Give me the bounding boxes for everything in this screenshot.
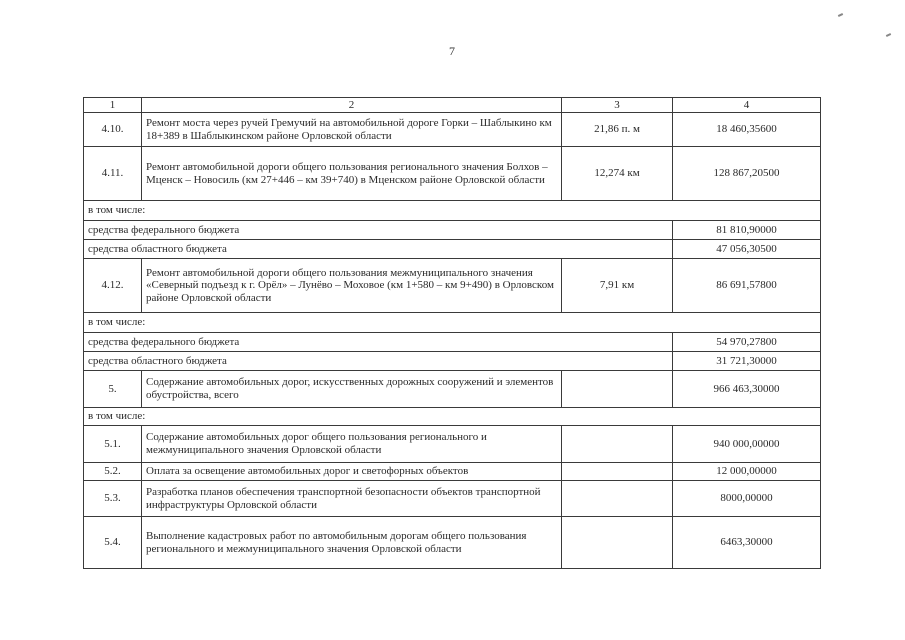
- table-row: [84, 313, 821, 333]
- table-row: [84, 481, 821, 517]
- table-row: [84, 426, 821, 463]
- table-row: [84, 517, 821, 569]
- item-amount: 940 000,00000: [673, 426, 821, 463]
- item-quantity: [562, 463, 673, 481]
- item-description: Оплата за освещение автомобильных дорог и светофорных объектов: [142, 463, 562, 481]
- fund-amount: 54 970,27800: [673, 333, 821, 352]
- subtotal-label: в том числе:: [84, 201, 821, 221]
- item-amount: 128 867,20500: [673, 147, 821, 201]
- item-description: Выполнение кадастровых работ по автомобильным дорогам общего пользования регионального и межмуниципального значения Орловской области: [142, 517, 562, 569]
- fund-amount: 31 721,30000: [673, 352, 821, 371]
- scan-mark: [886, 33, 891, 37]
- header-cell: 1: [84, 98, 142, 113]
- page-number: 7: [449, 44, 455, 58]
- item-description: Ремонт автомобильной дороги общего пользования регионального значения Болхов – Мценск – Новосиль (км 27+446 – км 39+740) в Мценском районе Орловской области: [142, 147, 562, 201]
- subtotal-label: в том числе:: [84, 408, 821, 426]
- item-quantity: [562, 426, 673, 463]
- item-amount: 86 691,57800: [673, 259, 821, 313]
- table-row: [84, 240, 821, 259]
- table-row: [84, 333, 821, 352]
- item-amount: 6463,30000: [673, 517, 821, 569]
- table-row: [84, 113, 821, 147]
- item-quantity: 21,86 п. м: [562, 113, 673, 147]
- item-number: 4.12.: [84, 259, 142, 313]
- item-quantity: [562, 517, 673, 569]
- item-quantity: [562, 371, 673, 408]
- fund-source: средства федерального бюджета: [84, 221, 673, 240]
- item-number: 4.11.: [84, 147, 142, 201]
- item-quantity: 12,274 км: [562, 147, 673, 201]
- item-number: 5.: [84, 371, 142, 408]
- item-amount: 18 460,35600: [673, 113, 821, 147]
- item-description: Содержание автомобильных дорог, искусственных дорожных сооружений и элементов обустройства, всего: [142, 371, 562, 408]
- header-cell: 2: [142, 98, 562, 113]
- header-row: [84, 98, 821, 113]
- table-row: [84, 259, 821, 313]
- item-description: Разработка планов обеспечения транспортной безопасности объектов транспортной инфраструктуры Орловской области: [142, 481, 562, 517]
- table-row: [84, 147, 821, 201]
- fund-amount: 47 056,30500: [673, 240, 821, 259]
- table-row: [84, 221, 821, 240]
- table-row: [84, 371, 821, 408]
- table-row: [84, 352, 821, 371]
- fund-source: средства федерального бюджета: [84, 333, 673, 352]
- item-description: Ремонт моста через ручей Гремучий на автомобильной дороге Горки – Шаблыкино км 18+389 в Шаблыкинском районе Орловской области: [142, 113, 562, 147]
- item-quantity: [562, 481, 673, 517]
- table-row: [84, 408, 821, 426]
- table-row: [84, 201, 821, 221]
- item-number: 5.4.: [84, 517, 142, 569]
- budget-table: [83, 97, 821, 569]
- fund-amount: 81 810,90000: [673, 221, 821, 240]
- item-description: Содержание автомобильных дорог общего пользования регионального и межмуниципального значения Орловской области: [142, 426, 562, 463]
- header-cell: 3: [562, 98, 673, 113]
- item-description: Ремонт автомобильной дороги общего пользования межмуниципального значения «Северный подъезд к г. Орёл» – Лунёво – Моховое (км 1+580 – км 9+490) в Орловском районе Орловской области: [142, 259, 562, 313]
- item-amount: 8000,00000: [673, 481, 821, 517]
- fund-source: средства областного бюджета: [84, 352, 673, 371]
- item-number: 5.2.: [84, 463, 142, 481]
- item-quantity: 7,91 км: [562, 259, 673, 313]
- subtotal-label: в том числе:: [84, 313, 821, 333]
- scan-mark: [838, 13, 843, 17]
- item-number: 5.1.: [84, 426, 142, 463]
- table-row: [84, 463, 821, 481]
- item-amount: 966 463,30000: [673, 371, 821, 408]
- item-number: 4.10.: [84, 113, 142, 147]
- fund-source: средства областного бюджета: [84, 240, 673, 259]
- item-number: 5.3.: [84, 481, 142, 517]
- header-cell: 4: [673, 98, 821, 113]
- item-amount: 12 000,00000: [673, 463, 821, 481]
